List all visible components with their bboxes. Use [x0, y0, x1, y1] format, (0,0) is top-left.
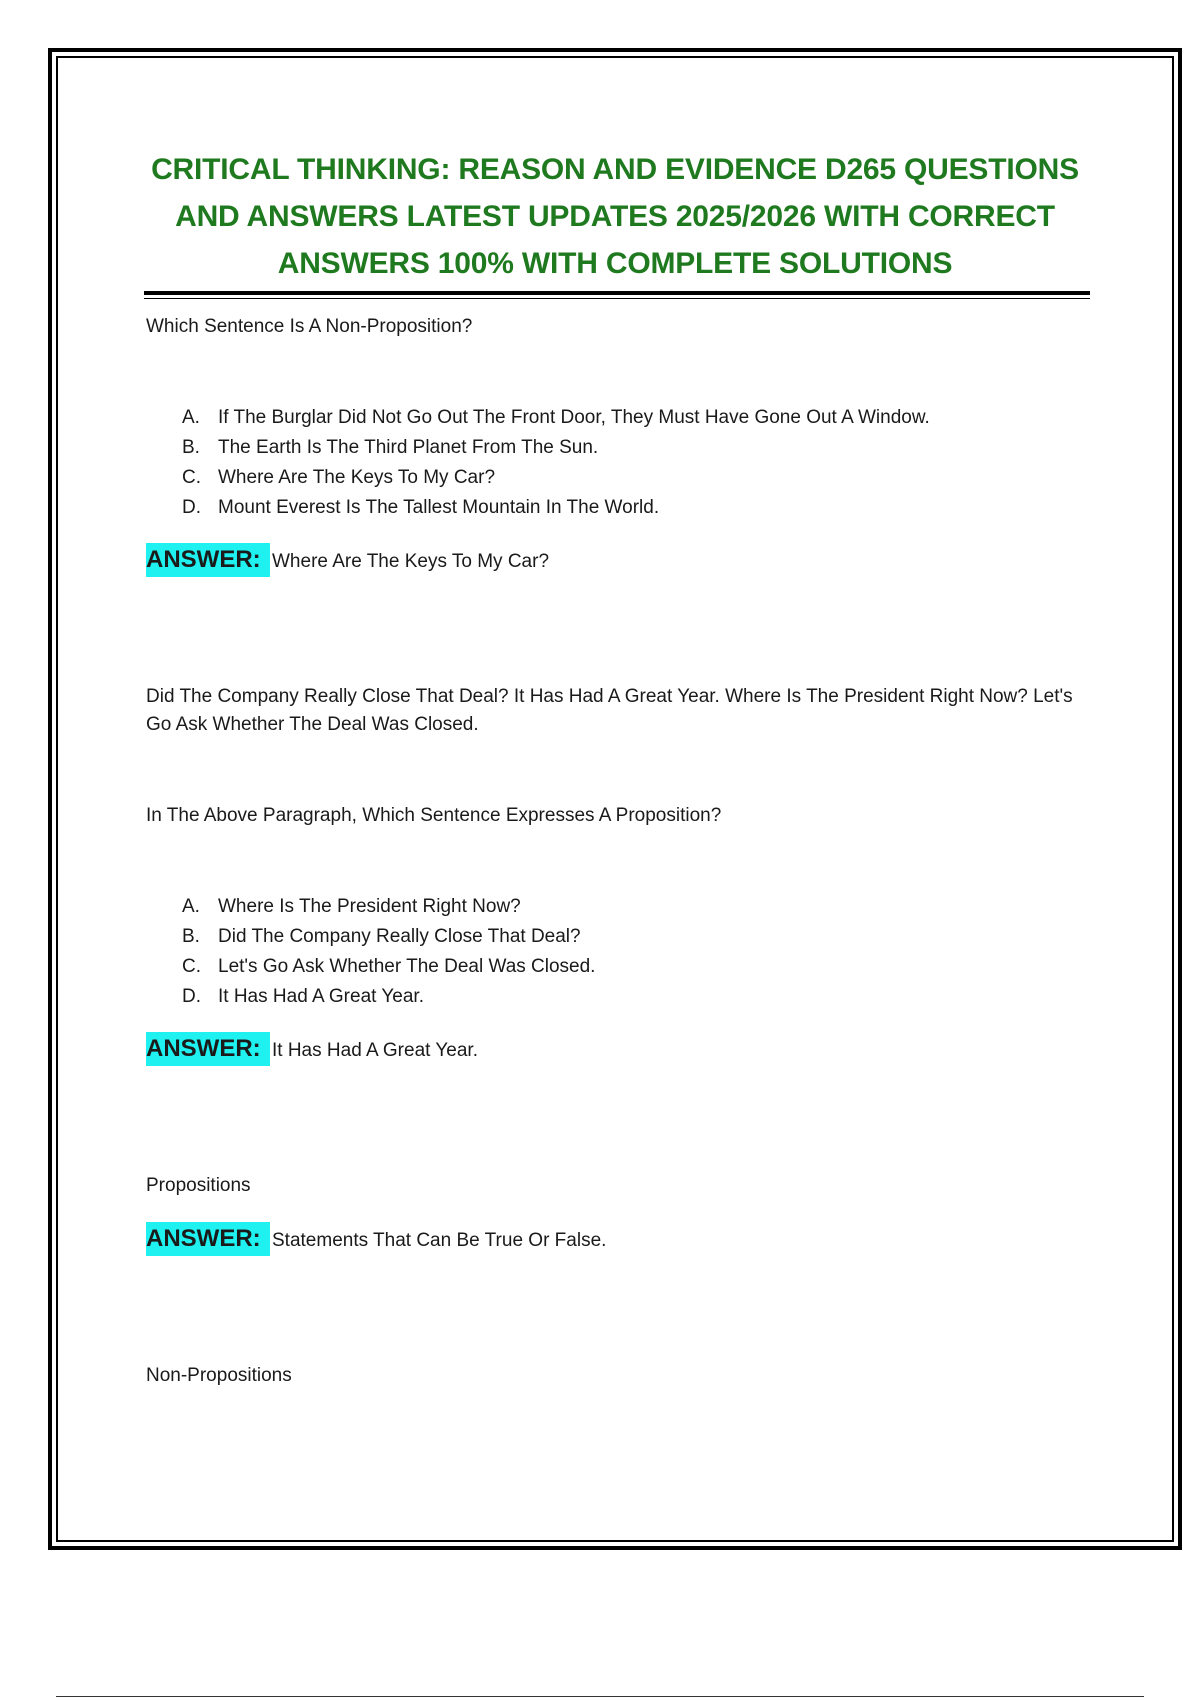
option-text: Let's Go Ask Whether The Deal Was Closed.	[218, 956, 596, 977]
answer-text: Statements That Can Be True Or False.	[272, 1230, 607, 1251]
option-text: Where Are The Keys To My Car?	[218, 467, 496, 488]
question-2-passage: Did The Company Really Close That Deal? It Has Had A Great Year. Where Is The President Right Now? Let's Go Ask Whether The Deal Was Closed.	[146, 686, 1073, 735]
question-2-option-a	[182, 892, 595, 922]
question-1-options	[182, 403, 930, 523]
question-1-answer	[146, 541, 549, 575]
question-1-text: Which Sentence Is A Non-Proposition?	[146, 316, 473, 337]
option-letter: A.	[182, 407, 200, 428]
title-divider	[144, 291, 1090, 295]
question-3-term: Propositions	[146, 1175, 251, 1196]
question-1-option-d	[182, 493, 930, 523]
answer-text: Where Are The Keys To My Car?	[272, 551, 550, 572]
answer-label: ANSWER:	[146, 543, 270, 577]
question-2-option-c	[182, 952, 595, 982]
question-2-answer	[146, 1030, 478, 1064]
option-letter: D.	[182, 986, 201, 1007]
option-text: If The Burglar Did Not Go Out The Front Door, They Must Have Gone Out A Window.	[218, 407, 930, 428]
option-text: The Earth Is The Third Planet From The Sun.	[218, 437, 599, 458]
option-text: Did The Company Really Close That Deal?	[218, 926, 581, 947]
question-1-option-a	[182, 403, 930, 433]
document-title: CRITICAL THINKING: REASON AND EVIDENCE D265 QUESTIONS AND ANSWERS LATEST UPDATES 2025/2026 WITH CORRECT ANSWERS 100% WITH COMPLETE SOLUTIONS	[151, 153, 1079, 280]
answer-label: ANSWER:	[146, 1032, 270, 1066]
question-3-answer	[146, 1220, 606, 1254]
question-2-option-d	[182, 982, 595, 1012]
question-1-option-c	[182, 463, 930, 493]
answer-label: ANSWER:	[146, 1222, 270, 1256]
option-letter: B.	[182, 437, 200, 458]
question-2-text: In The Above Paragraph, Which Sentence Expresses A Proposition?	[146, 805, 722, 826]
question-2-option-b	[182, 922, 595, 952]
option-letter: C.	[182, 956, 201, 977]
option-letter: C.	[182, 467, 201, 488]
option-text: It Has Had A Great Year.	[218, 986, 424, 1007]
question-1-option-b	[182, 433, 930, 463]
question-4-term: Non-Propositions	[146, 1365, 292, 1386]
answer-text: It Has Had A Great Year.	[272, 1040, 478, 1061]
title-divider-thin	[144, 298, 1090, 299]
option-text: Where Is The President Right Now?	[218, 896, 521, 917]
option-text: Mount Everest Is The Tallest Mountain In The World.	[218, 497, 660, 518]
option-letter: A.	[182, 896, 200, 917]
option-letter: B.	[182, 926, 200, 947]
option-letter: D.	[182, 497, 201, 518]
footer-divider	[56, 1696, 1144, 1697]
question-2-options	[182, 892, 595, 1012]
